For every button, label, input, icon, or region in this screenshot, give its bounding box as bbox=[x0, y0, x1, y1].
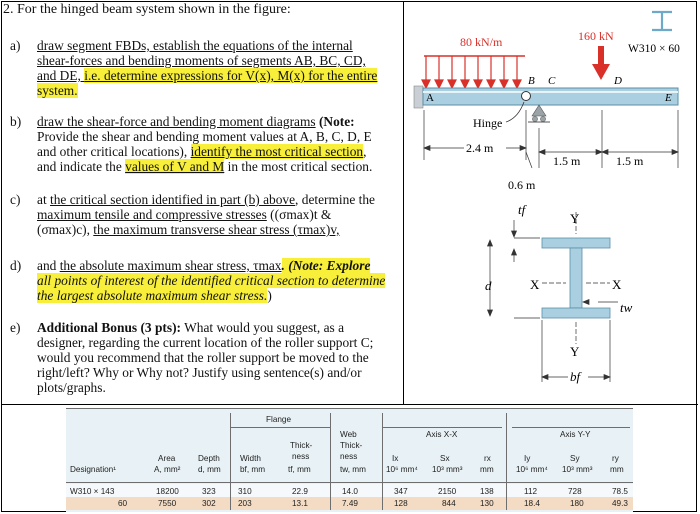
th-rx-2: mm bbox=[480, 465, 494, 474]
th-rx-1: rx bbox=[484, 454, 491, 463]
th-iy-2: 10⁶ mm⁴ bbox=[516, 465, 548, 474]
question-a bbox=[10, 38, 398, 98]
fixed-support-a bbox=[414, 86, 423, 108]
row-divider bbox=[2, 404, 698, 405]
point-load-label: 160 kN bbox=[578, 29, 614, 43]
q-b-line1a: draw the shear-force and bending moment diagrams bbox=[37, 114, 316, 129]
cell-iy: 18.4 bbox=[524, 499, 540, 508]
question-d-label: d) bbox=[10, 258, 22, 273]
label-d-dim: d bbox=[485, 278, 492, 293]
th-webthick-3: tw, mm bbox=[340, 465, 366, 474]
cell-area: 7550 bbox=[158, 499, 177, 508]
q-d-line3end: ) bbox=[267, 288, 272, 303]
th-iy-1: Iy bbox=[524, 454, 531, 463]
col-sep-3 bbox=[382, 413, 383, 510]
problem-title: 2. For the hinged beam system shown in the figure: bbox=[3, 2, 291, 17]
q-b-line4c: in the most critical section. bbox=[224, 159, 373, 174]
axis-xx-rule bbox=[382, 427, 502, 428]
cell-ix: 347 bbox=[394, 487, 408, 496]
th-axis-xx: Axis X-X bbox=[426, 430, 458, 439]
cell-designation: 60 bbox=[118, 499, 128, 508]
dim-1-5m-a: 1.5 m bbox=[553, 154, 581, 168]
cell-area: 18200 bbox=[156, 487, 179, 496]
th-sy-2: 10³ mm³ bbox=[562, 465, 593, 474]
cell-tf: 22.9 bbox=[292, 487, 308, 496]
th-axis-yy: Axis Y-Y bbox=[560, 430, 591, 439]
q-c-line3a: (σmax)c), bbox=[37, 222, 94, 237]
q-d-line1b: the absolute maximum shear stress, τmax bbox=[59, 258, 282, 273]
th-webthick-1: Thick- bbox=[340, 441, 363, 450]
q-d-line3: the largest absolute maximum shear stress. bbox=[37, 288, 268, 303]
q-c-line1c: , determine the bbox=[295, 192, 375, 207]
label-d: D bbox=[614, 75, 622, 87]
q-a-line3b: i.e. determine expressions for V(x), M(x) for the entire bbox=[84, 68, 378, 83]
cell-ry: 78.5 bbox=[612, 487, 628, 496]
q-e-line2: designer, regarding the current location of the roller support C; bbox=[37, 335, 374, 350]
th-ix-2: 10⁶ mm⁴ bbox=[386, 465, 418, 474]
cell-sy: 728 bbox=[568, 487, 582, 496]
w-section-drawing bbox=[542, 238, 610, 318]
cell-tw: 14.0 bbox=[342, 487, 358, 496]
q-c-line1b: the critical section identified in part (b) above bbox=[50, 192, 296, 207]
th-ry-1: ry bbox=[612, 454, 619, 463]
q-a-line3a: and DE, bbox=[37, 68, 85, 83]
cell-tw: 7.49 bbox=[342, 499, 358, 508]
q-b-line3b: identify the most critical section bbox=[190, 144, 364, 159]
question-b bbox=[10, 114, 398, 174]
question-c-label: c) bbox=[10, 192, 21, 207]
section-designation: W310 × 60 bbox=[628, 43, 680, 55]
q-e-line5: plots/graphs. bbox=[37, 380, 106, 395]
question-d bbox=[10, 258, 398, 303]
q-b-line2: Provide the shear and bending moment values at A, B, C, D, E bbox=[37, 129, 372, 144]
th-webthick-2: ness bbox=[340, 452, 358, 461]
label-tf: tf bbox=[518, 202, 526, 217]
q-c-line3b: the maximum transverse shear stress (τmax)v, bbox=[93, 222, 340, 237]
q-a-line2: shear-forces and bending moments of segments AB, BC, CD, bbox=[37, 53, 366, 68]
q-c-line1a: at bbox=[37, 192, 51, 207]
th-depth-1: Depth bbox=[198, 454, 220, 463]
beam-figure bbox=[402, 0, 696, 400]
question-e-label: e) bbox=[10, 320, 21, 335]
cell-width: 203 bbox=[238, 499, 252, 508]
cell-ix: 128 bbox=[394, 499, 408, 508]
cell-rx: 138 bbox=[480, 487, 494, 496]
th-ix-1: Ix bbox=[392, 454, 399, 463]
roller-support-c bbox=[528, 105, 550, 122]
th-sx-1: Sx bbox=[440, 454, 450, 463]
label-tw: tw bbox=[620, 300, 633, 315]
i-beam-icon bbox=[652, 12, 672, 30]
col-sep-4 bbox=[506, 413, 507, 510]
cell-sy: 180 bbox=[570, 499, 584, 508]
q-a-line4: system. bbox=[37, 83, 78, 98]
q-b-line1b: (Note: bbox=[315, 114, 355, 129]
col-sep-2 bbox=[330, 413, 331, 510]
cell-ry: 49.3 bbox=[612, 499, 628, 508]
cell-sx: 2150 bbox=[438, 487, 457, 496]
beam bbox=[423, 88, 678, 105]
point-load-arrow bbox=[592, 46, 610, 80]
q-c-line2b: ((σmax)t & bbox=[266, 207, 332, 222]
label-b: B bbox=[528, 75, 535, 87]
th-area-1: Area bbox=[158, 454, 176, 463]
q-e-line1a: Additional Bonus (3 pts): bbox=[37, 320, 181, 335]
dim-2-4m: 2.4 m bbox=[466, 141, 494, 155]
flange-rule bbox=[230, 427, 330, 428]
question-e bbox=[10, 320, 398, 395]
question-c bbox=[10, 192, 398, 237]
distributed-load-label: 80 kN/m bbox=[460, 35, 503, 49]
label-bf: bf bbox=[570, 369, 581, 384]
cell-iy: 112 bbox=[524, 487, 538, 496]
th-sx-2: 10³ mm³ bbox=[432, 465, 463, 474]
q-b-line3c: , bbox=[363, 144, 367, 159]
section-dimensions bbox=[488, 212, 619, 382]
q-d-line2: all points of interest of the identified critical section to determine bbox=[37, 273, 386, 288]
cell-sx: 844 bbox=[442, 499, 456, 508]
q-b-line3a: and other critical locations), bbox=[37, 144, 191, 159]
axis-yy-rule bbox=[512, 427, 630, 428]
table-top-rule bbox=[66, 408, 633, 409]
dim-0-6m: 0.6 m bbox=[508, 178, 536, 192]
header-bottom-rule bbox=[66, 482, 633, 483]
section-properties-table bbox=[66, 408, 633, 512]
hinge-label: Hinge bbox=[473, 116, 503, 130]
cell-designation: W310 × 143 bbox=[70, 487, 115, 496]
th-flthick-2: ness bbox=[292, 452, 310, 461]
label-a: A bbox=[426, 92, 434, 104]
q-c-line2a: maximum tensile and compressive stresses bbox=[37, 207, 267, 222]
th-web: Web bbox=[340, 430, 357, 439]
q-b-line4b: values of V and M bbox=[125, 159, 225, 174]
question-a-label: a) bbox=[10, 38, 21, 53]
label-y-top: Y bbox=[570, 211, 580, 226]
label-y-bottom: Y bbox=[570, 344, 580, 359]
th-depth-2: d, mm bbox=[198, 465, 221, 474]
q-d-line1a: and bbox=[37, 258, 60, 273]
th-flthick-1: Thick- bbox=[290, 441, 313, 450]
cell-rx: 130 bbox=[480, 499, 494, 508]
distributed-load-arrows bbox=[422, 56, 521, 88]
q-e-line1b: What would you suggest, as a bbox=[181, 320, 345, 335]
th-flange: Flange bbox=[266, 415, 292, 424]
th-designation: Designation¹ bbox=[70, 465, 116, 474]
label-e: E bbox=[665, 92, 672, 104]
hinge-b bbox=[522, 92, 531, 101]
label-c: C bbox=[548, 75, 556, 87]
dim-1-5m-b: 1.5 m bbox=[616, 154, 644, 168]
label-x-left: X bbox=[530, 277, 540, 292]
th-ry-2: mm bbox=[610, 465, 624, 474]
cell-depth: 323 bbox=[202, 487, 216, 496]
th-width-2: bf, mm bbox=[240, 465, 266, 474]
th-flthick-3: tf, mm bbox=[288, 465, 311, 474]
cell-depth: 302 bbox=[202, 499, 216, 508]
th-width-1: Width bbox=[240, 454, 261, 463]
label-x-right: X bbox=[612, 277, 622, 292]
col-sep-1 bbox=[230, 413, 231, 510]
q-a-line1: draw segment FBDs, establish the equations of the internal bbox=[37, 38, 353, 53]
cell-tf: 13.1 bbox=[292, 499, 308, 508]
th-area-2: A, mm² bbox=[154, 465, 181, 474]
q-b-line4a: and indicate the bbox=[37, 159, 126, 174]
th-sy-1: Sy bbox=[570, 454, 580, 463]
question-b-label: b) bbox=[10, 114, 22, 129]
q-d-line1c: . (Note: Explore bbox=[281, 258, 371, 273]
q-e-line4: right/left? Why or Why not? Justify using sentence(s) and/or bbox=[37, 365, 362, 380]
q-e-line3: would you recommend that the roller support be moved to the bbox=[37, 350, 369, 365]
cell-width: 310 bbox=[238, 487, 252, 496]
